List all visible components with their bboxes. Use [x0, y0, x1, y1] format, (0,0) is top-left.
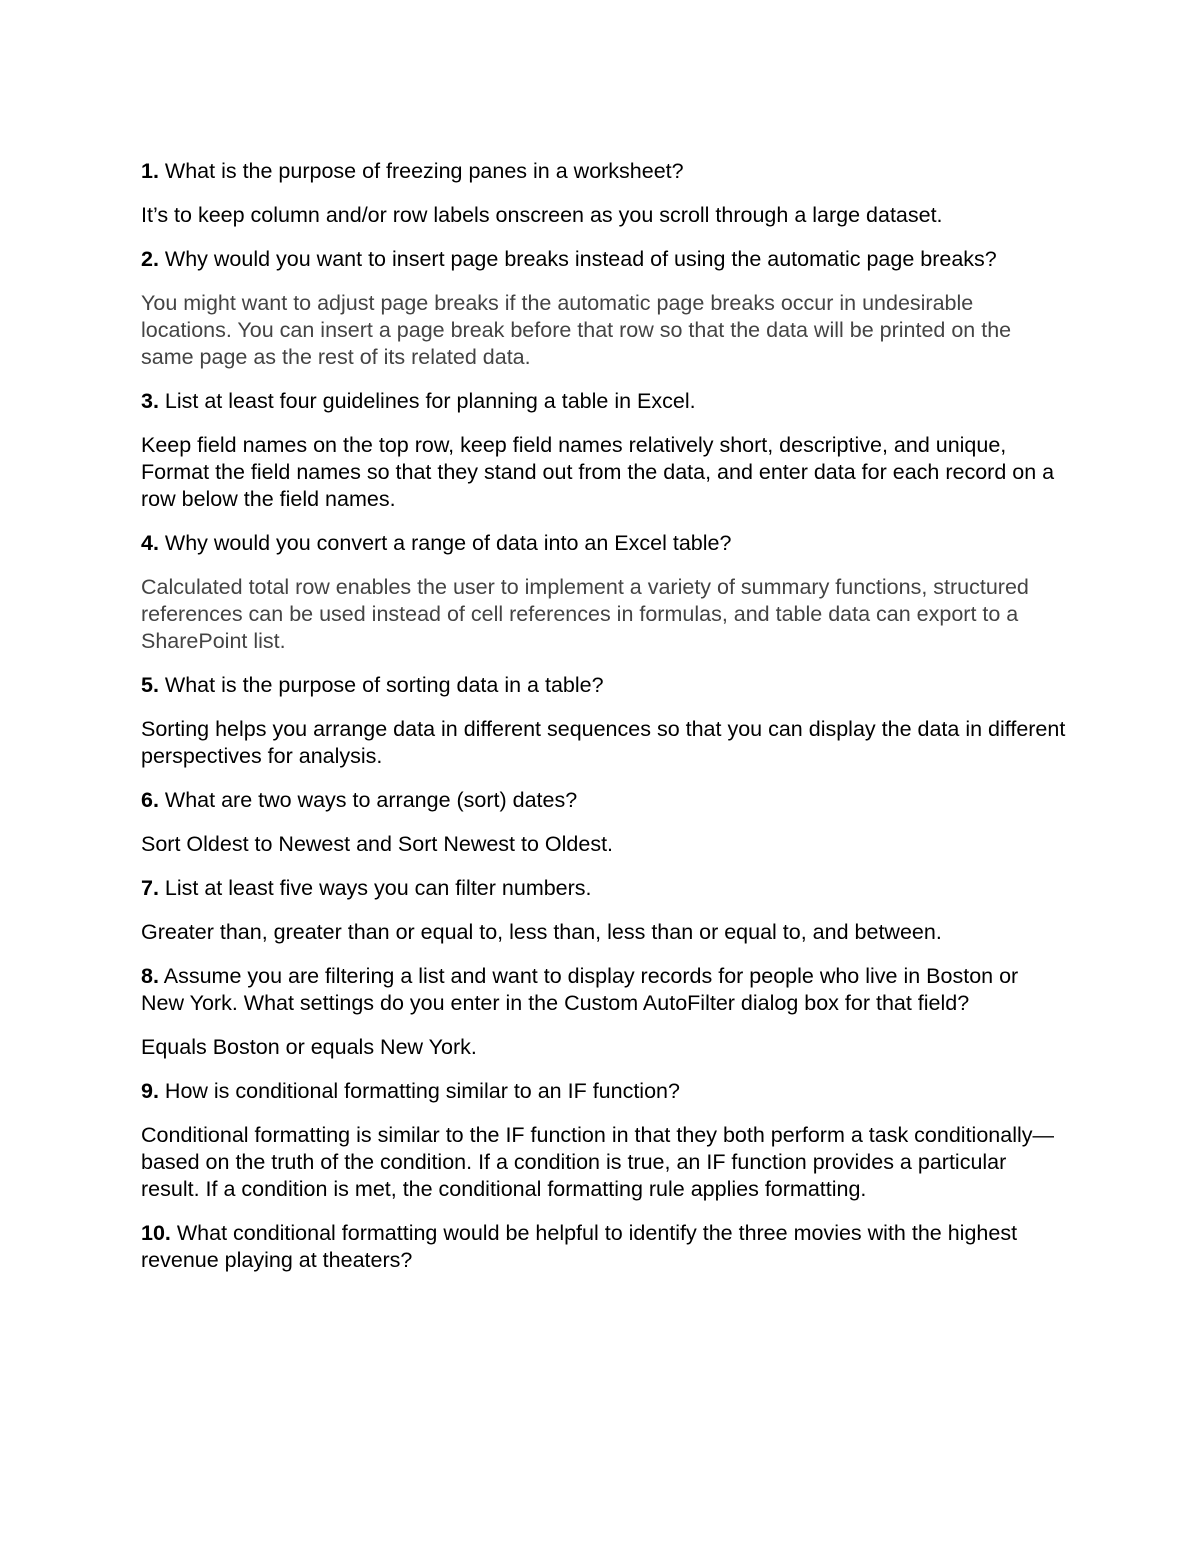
question-text: How is conditional formatting similar to an IF function?	[164, 1079, 680, 1103]
question-number: 10.	[141, 1221, 171, 1245]
question-4	[141, 530, 1066, 557]
question-3	[141, 388, 1066, 415]
answer-4: Calculated total row enables the user to implement a variety of summary functions, structured references can be used instead of cell references in formulas, and table data can export to a SharePoint list.	[141, 575, 1029, 653]
question-7	[141, 875, 1066, 902]
question-number: 7.	[141, 876, 159, 900]
answer-1: It’s to keep column and/or row labels onscreen as you scroll through a large dataset.	[141, 203, 943, 227]
question-number: 1.	[141, 159, 159, 183]
question-text: What are two ways to arrange (sort) dates?	[164, 788, 578, 812]
answer-3: Keep field names on the top row, keep field names relatively short, descriptive, and unique, Format the field names so that they stand out from the data, and enter data for each record on a row below the field names.	[141, 433, 1055, 511]
question-number: 8.	[141, 964, 159, 988]
answer-8: Equals Boston or equals New York.	[141, 1035, 477, 1059]
answer-5: Sorting helps you arrange data in different sequences so that you can display the data in different perspectives for analysis.	[141, 717, 1066, 768]
question-text: List at least five ways you can filter numbers.	[164, 876, 592, 900]
question-text: Why would you convert a range of data into an Excel table?	[164, 531, 732, 555]
answer-2: You might want to adjust page breaks if the automatic page breaks occur in undesirable locations. You can insert a page break before that row so that the data will be printed on the same page as the rest of its related data.	[141, 291, 1012, 369]
question-text: What conditional formatting would be helpful to identify the three movies with the highest revenue playing at theaters?	[141, 1221, 1018, 1272]
question-6	[141, 787, 1066, 814]
question-1	[141, 158, 1066, 185]
answer-6: Sort Oldest to Newest and Sort Newest to Oldest.	[141, 832, 614, 856]
question-number: 3.	[141, 389, 159, 413]
question-text: What is the purpose of sorting data in a table?	[164, 673, 604, 697]
question-number: 5.	[141, 673, 159, 697]
question-8	[141, 963, 1066, 1017]
question-text: List at least four guidelines for planning a table in Excel.	[164, 389, 696, 413]
question-text: Why would you want to insert page breaks instead of using the automatic page breaks?	[164, 247, 997, 271]
question-5	[141, 672, 1066, 699]
question-9	[141, 1078, 1066, 1105]
question-number: 9.	[141, 1079, 159, 1103]
question-text: Assume you are filtering a list and want to display records for people who live in Boston or New York. What settings do you enter in the Custom AutoFilter dialog box for that field?	[141, 964, 1019, 1015]
question-number: 4.	[141, 531, 159, 555]
question-2	[141, 246, 1066, 273]
answer-9: Conditional formatting is similar to the IF function in that they both perform a task conditionally—based on the truth of the condition. If a condition is true, an IF function provides a particular result. If a condition is met, the conditional formatting rule applies formatting.	[141, 1123, 1054, 1201]
question-number: 6.	[141, 788, 159, 812]
document-page	[141, 158, 1066, 1291]
answer-7: Greater than, greater than or equal to, less than, less than or equal to, and between.	[141, 920, 942, 944]
question-text: What is the purpose of freezing panes in a worksheet?	[164, 159, 684, 183]
question-number: 2.	[141, 247, 159, 271]
question-10	[141, 1220, 1066, 1274]
